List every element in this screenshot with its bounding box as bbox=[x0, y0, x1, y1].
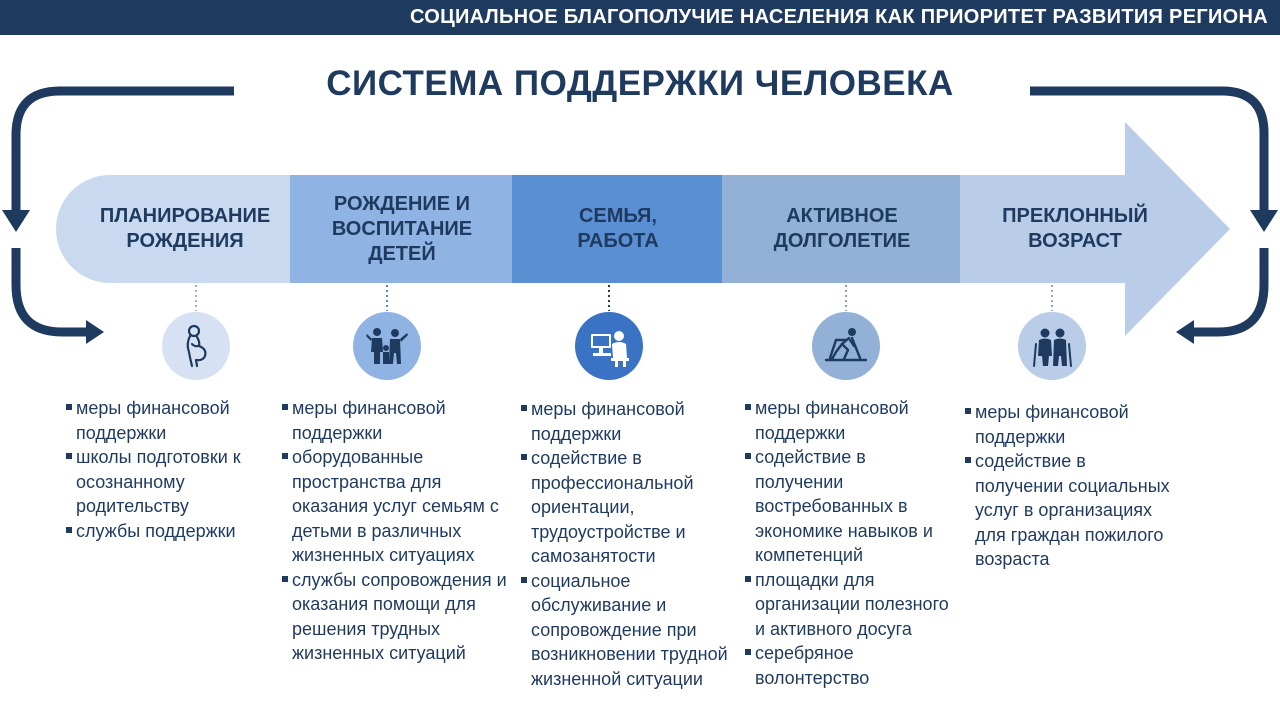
list-item: содействие в получении социальных услуг в организациях для граждан пожилого возраста bbox=[965, 449, 1175, 572]
list-item: оборудованные пространства для оказания услуг семьям с детьми в различных жизненных ситуациях bbox=[282, 445, 514, 568]
stage-3-label: СЕМЬЯ, РАБОТА bbox=[577, 205, 659, 252]
banner-text: СОЦИАЛЬНОЕ БЛАГОПОЛУЧИЕ НАСЕЛЕНИЯ КАК ПРИОРИТЕТ РАЗВИТИЯ РЕГИОНА bbox=[409, 6, 1268, 28]
stage-3-list bbox=[521, 397, 731, 691]
list-item: меры финансовой поддержки bbox=[282, 396, 514, 445]
right-return-line bbox=[1192, 248, 1264, 332]
office-worker-icon bbox=[585, 322, 633, 370]
stage-1-label: ПЛАНИРОВАНИЕ РОЖДЕНИЯ bbox=[99, 205, 271, 252]
stage-1-icon-circle bbox=[162, 312, 230, 380]
list-item: школы подготовки к осознанному родительству bbox=[66, 445, 270, 519]
stage-4-icon-circle bbox=[812, 312, 880, 380]
stage-2-icon-circle bbox=[353, 312, 421, 380]
list-item: содействие в профессиональной ориентации, трудоустройстве и самозанятости bbox=[521, 446, 731, 569]
right-return-arrowhead bbox=[1176, 320, 1194, 344]
list-item: площадки для организации полезного и активного досуга bbox=[745, 568, 950, 642]
left-return-arrowhead bbox=[86, 320, 104, 344]
list-item: службы поддержки bbox=[66, 519, 270, 544]
pregnant-woman-icon bbox=[172, 322, 220, 370]
list-item: меры финансовой поддержки bbox=[66, 396, 270, 445]
skier-icon bbox=[822, 322, 870, 370]
stage-2-list bbox=[282, 396, 514, 666]
stage-4-label: АКТИВНОЕ ДОЛГОЛЕТИЕ bbox=[773, 205, 911, 252]
list-item: меры финансовой поддержки bbox=[521, 397, 731, 446]
stage-2-label: РОЖДЕНИЕ И ВОСПИТАНИЕ ДЕТЕЙ bbox=[331, 192, 473, 265]
list-item: меры финансовой поддержки bbox=[965, 400, 1175, 449]
stage-5-label: ПРЕКЛОННЫЙ ВОЗРАСТ bbox=[1002, 205, 1148, 252]
stage-1-list bbox=[66, 396, 270, 543]
list-item: серебряное волонтерство bbox=[745, 641, 950, 690]
left-loop-arrowhead bbox=[2, 210, 30, 232]
stage-3-icon-circle bbox=[575, 312, 643, 380]
stage-4-list bbox=[745, 396, 950, 690]
list-item: меры финансовой поддержки bbox=[745, 396, 950, 445]
list-item: содействие в получении востребованных в экономике навыков и компетенций bbox=[745, 445, 950, 568]
list-item: службы сопровождения и оказания помощи для решения трудных жизненных ситуаций bbox=[282, 568, 514, 666]
elderly-couple-icon bbox=[1028, 322, 1076, 370]
stage-5-icon-circle bbox=[1018, 312, 1086, 380]
right-loop-arrowhead bbox=[1250, 210, 1278, 232]
family-icon bbox=[363, 322, 411, 370]
list-item: социальное обслуживание и сопровождение при возникновении трудной жизненной ситуации bbox=[521, 569, 731, 692]
stage-5-list bbox=[965, 400, 1175, 572]
page-title: СИСТЕМА ПОДДЕРЖКИ ЧЕЛОВЕКА bbox=[326, 64, 954, 103]
